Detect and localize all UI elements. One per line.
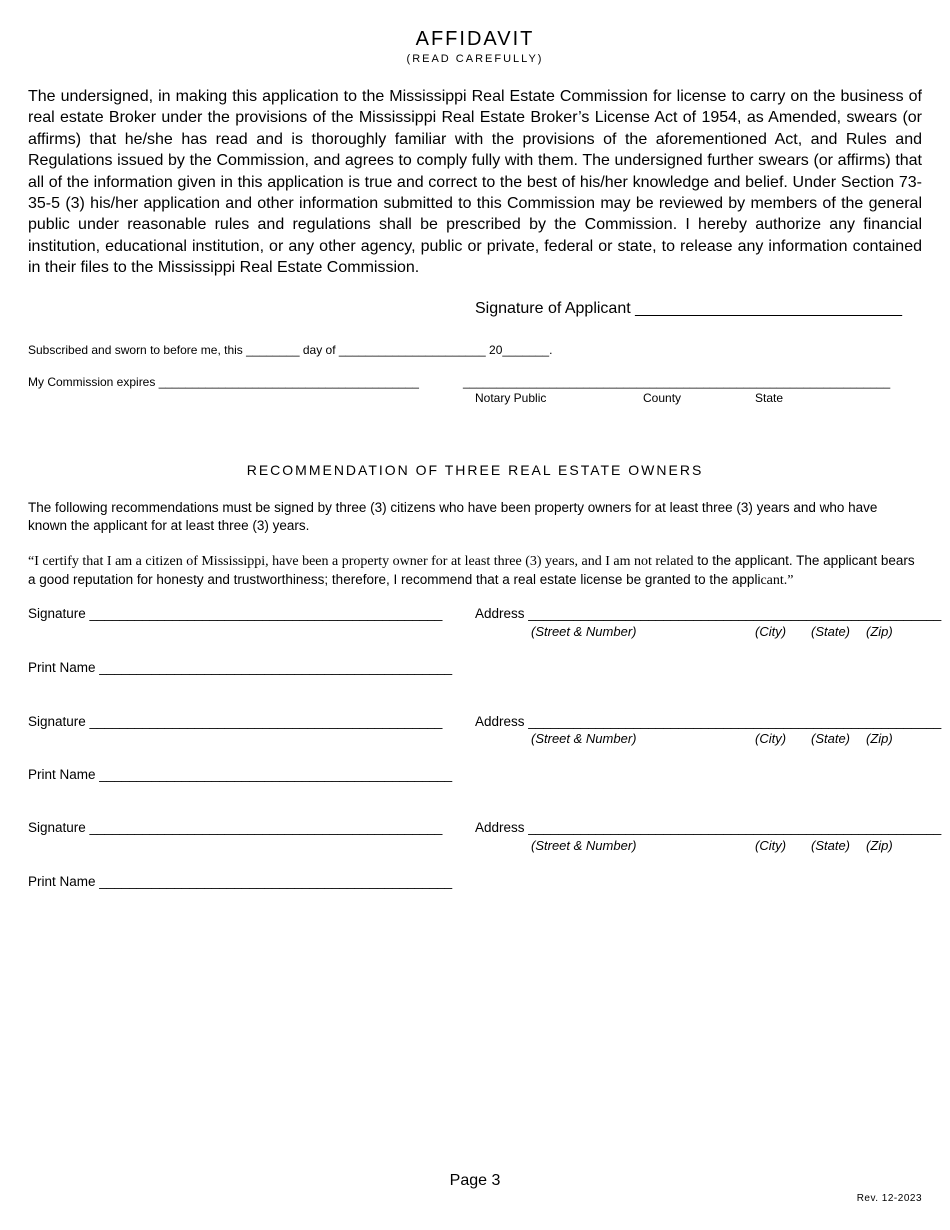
- page-title: AFFIDAVIT: [415, 28, 535, 50]
- recommendation-title: RECOMMENDATION OF THREE REAL ESTATE OWNERS: [246, 462, 704, 478]
- certification-text-end: cant.”: [760, 573, 794, 588]
- recommender-2-print-name-line[interactable]: Print Name _______________________________________________: [28, 767, 453, 782]
- state-label: State: [755, 391, 784, 405]
- recommendation-intro: The following recommendations must be signed by three (3) citizens who have been property owners for at least three (3) years and who have known the applicant for at least three (3) years.: [28, 500, 878, 533]
- recommender-3-zip-label: (Zip): [866, 838, 893, 853]
- recommender-1-street-label: (Street & Number): [531, 624, 637, 639]
- notary-public-label: Notary Public: [475, 391, 547, 405]
- page-subtitle: (READ CAREFULLY): [406, 53, 544, 65]
- recommender-2-address-line[interactable]: Address _______________________________________________________: [475, 714, 942, 729]
- affidavit-paragraph: The undersigned, in making this application to the Mississippi Real Estate Commission for license to carry on the business of real estate Broker under the provisions of the Mississippi Real Estate Broker’s License Act of 1954, as Amended, swears (or affirms) that he/she has read and is thoroughly familiar with the provisions of the aforementioned Act, and Rules and Regulations issued by the Commission, and agrees to comply fully with them. The undersigned further swears (or affirms) that all of the information given in this application is true and correct to the best of his/her knowledge and belief. Under Section 73-35-5 (3) his/her application and other information submitted to this Commission may be reviewed by members of the general public under reasonable rules and regulations shall be prescribed by the Commission. I hereby authorize any financial institution, educational institution, or any other agency, public or private, federal or state, to release any information contained in their files to the Mississippi Real Estate Commission.: [28, 88, 922, 277]
- commission-expires-line[interactable]: My Commission expires _______________________________________: [28, 375, 419, 389]
- recommender-1-city-label: (City): [755, 624, 787, 639]
- recommender-1-print-name-line[interactable]: Print Name _______________________________________________: [28, 660, 453, 675]
- certification-text-serif: “I certify that I am a citizen of Mississippi, have been a property owner for at least three (3) years, and I am not related: [28, 554, 694, 569]
- sworn-line[interactable]: Subscribed and sworn to before me, this ________ day of ______________________ 20_______.: [28, 343, 553, 357]
- certification-text: [28, 552, 920, 590]
- page-number: Page 3: [449, 1172, 501, 1189]
- notary-line[interactable]: ________________________________________________________________: [463, 375, 891, 389]
- revision-label: Rev. 12-2023: [856, 1193, 922, 1204]
- recommender-2-state-label: (State): [811, 731, 851, 746]
- recommender-3-street-label: (Street & Number): [531, 838, 637, 853]
- recommender-2-zip-label: (Zip): [866, 731, 893, 746]
- certification-text-sans: to the applicant. The applicant bears a good reputation for honesty and trustworthiness; therefore, I recommend that a real estate license be granted to the appli: [28, 553, 915, 587]
- recommender-3-state-label: (State): [811, 838, 851, 853]
- recommender-3-city-label: (City): [755, 838, 787, 853]
- recommender-2-city-label: (City): [755, 731, 787, 746]
- recommender-3-signature-line[interactable]: Signature _______________________________________________: [28, 820, 443, 835]
- recommender-1-address-line[interactable]: Address _______________________________________________________: [475, 606, 942, 621]
- recommender-3-address-line[interactable]: Address _______________________________________________________: [475, 820, 942, 835]
- recommender-1-state-label: (State): [811, 624, 851, 639]
- county-label: County: [643, 391, 682, 405]
- recommender-3-print-name-line[interactable]: Print Name _______________________________________________: [28, 874, 453, 889]
- recommender-1-signature-line[interactable]: Signature _______________________________________________: [28, 606, 443, 621]
- recommender-2-signature-line[interactable]: Signature _______________________________________________: [28, 714, 443, 729]
- recommender-1-zip-label: (Zip): [866, 624, 893, 639]
- recommender-2-street-label: (Street & Number): [531, 731, 637, 746]
- applicant-signature-line[interactable]: Signature of Applicant ______________________________: [475, 300, 903, 317]
